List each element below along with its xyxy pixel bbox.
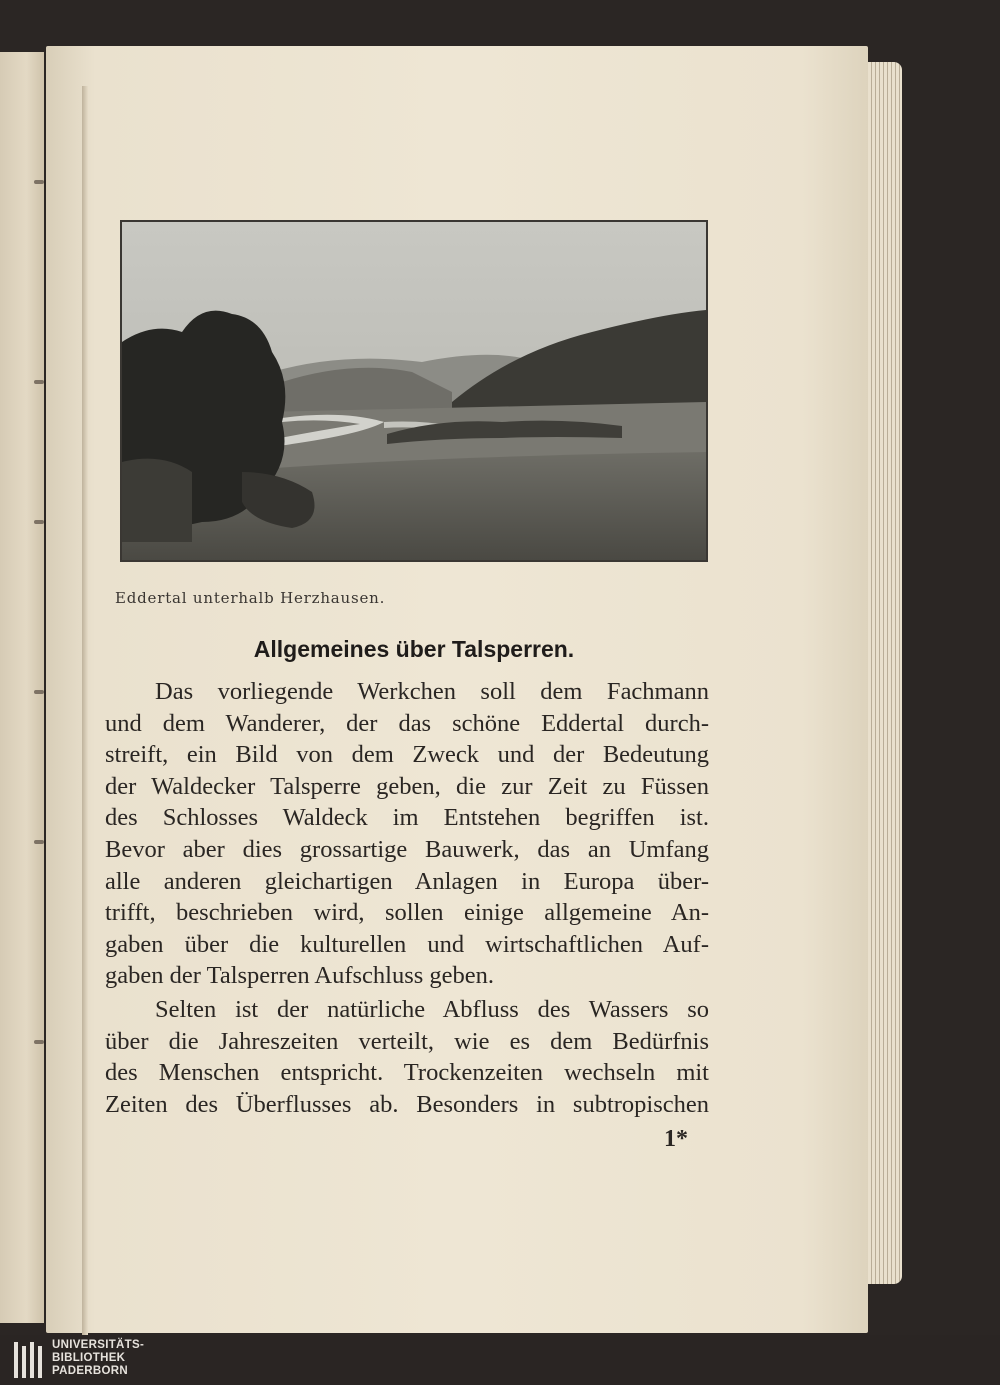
- binding-stitch: [34, 380, 44, 384]
- binding-stitch: [34, 1040, 44, 1044]
- text-line: Das vorliegende Werkchen soll dem Fachmann: [155, 678, 709, 705]
- page-gutter: [82, 86, 88, 1335]
- binding-stitch: [34, 840, 44, 844]
- library-logo-icon: [12, 1340, 46, 1380]
- logo-line: PADERBORN: [52, 1365, 128, 1377]
- photo-caption: Eddertal unterhalb Herzhausen.: [115, 589, 386, 607]
- text-line: trifft, beschrieben wird, sollen einige allgemeine An-: [105, 899, 709, 927]
- binding-stitch: [34, 690, 44, 694]
- binding-stitch: [34, 180, 44, 184]
- paragraph-1: [105, 676, 709, 992]
- text-line: und dem Wanderer, der das schöne Eddertal durch-: [105, 709, 709, 737]
- text-line: über die Jahreszeiten verteilt, wie es dem Bedürfnis: [105, 1027, 709, 1055]
- text-line: gaben über die kulturellen und wirtschaftlichen Auf-: [105, 930, 709, 958]
- page-number: 1*: [664, 1126, 688, 1152]
- text-line: Bevor aber dies grossartige Bauwerk, das an Umfang: [105, 835, 709, 863]
- logo-line: UNIVERSITÄTS-: [52, 1339, 145, 1351]
- text-line: der Waldecker Talsperre geben, die zur Zeit zu Füssen: [105, 772, 709, 800]
- text-line: alle anderen gleichartigen Anlagen in Europa über-: [105, 867, 709, 895]
- library-footer: [0, 1335, 1000, 1385]
- section-title: Allgemeines über Talsperren.: [253, 636, 575, 662]
- landscape-photo: [120, 220, 708, 562]
- library-logo-text: [52, 1339, 144, 1378]
- text-line: Selten ist der natürliche Abfluss des Wassers so: [155, 996, 709, 1023]
- binding-stitch: [34, 520, 44, 524]
- text-line: des Menschen entspricht. Trockenzeiten wechseln mit: [105, 1059, 709, 1087]
- left-page-edge: [0, 52, 44, 1323]
- text-line: des Schlosses Waldeck im Entstehen begriffen ist.: [105, 804, 709, 832]
- text-line: Zeiten des Überflusses ab. Besonders in subtropischen: [105, 1090, 709, 1118]
- paragraph-2: [105, 994, 709, 1120]
- logo-line: BIBLIOTHEK: [52, 1352, 126, 1364]
- valley-photo-illustration: [122, 222, 706, 560]
- text-line: gaben der Talsperren Aufschluss geben.: [105, 962, 495, 990]
- text-line: streift, ein Bild von dem Zweck und der Bedeutung: [105, 741, 709, 769]
